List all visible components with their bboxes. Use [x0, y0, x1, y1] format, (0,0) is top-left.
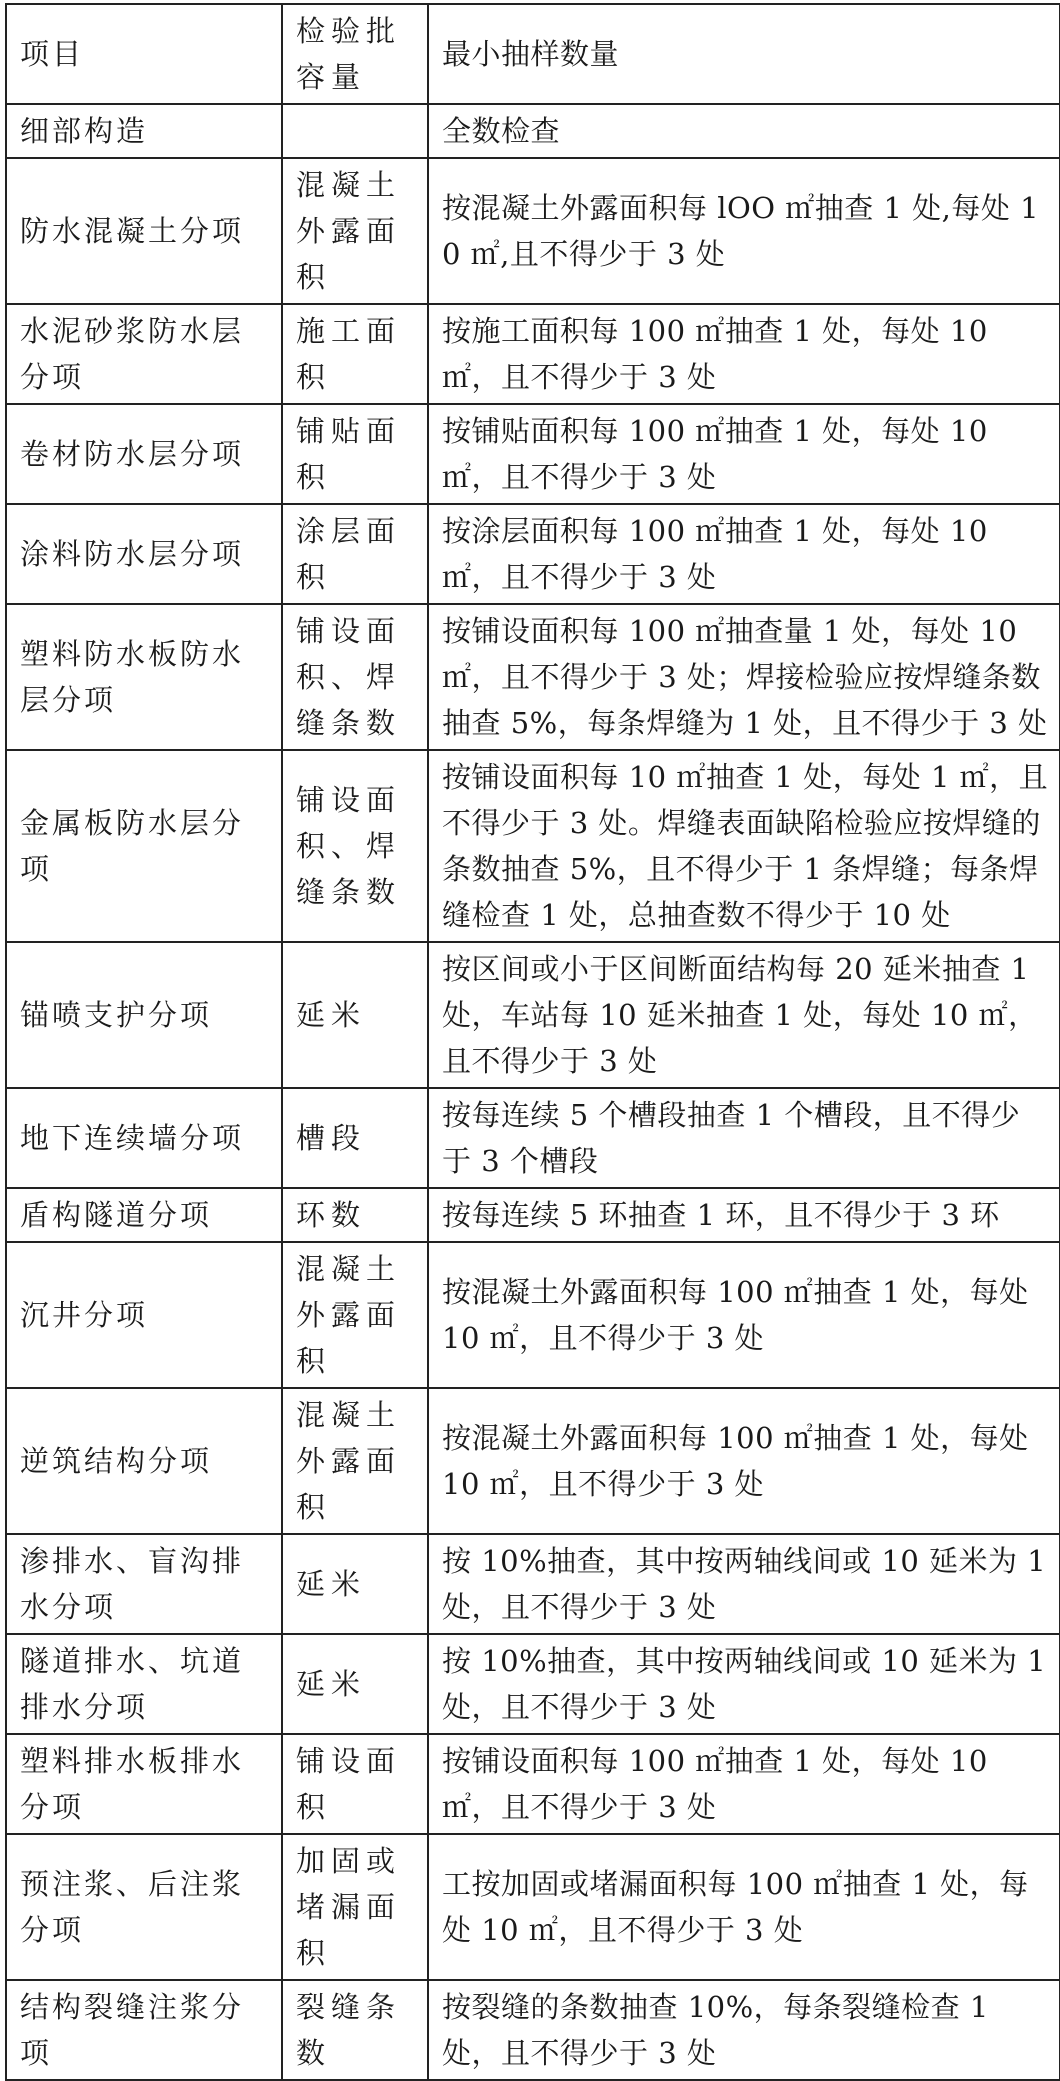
table-row [6, 304, 1060, 404]
item-cell: 涂料防水层分项 [6, 504, 282, 604]
batch-cell: 槽段 [282, 1088, 428, 1188]
batch-cell: 施工面积 [282, 304, 428, 404]
sample-cell: 按每连续 5 个槽段抽查 1 个槽段，且不得少于 3 个槽段 [428, 1088, 1060, 1188]
item-cell: 水泥砂浆防水层分项 [6, 304, 282, 404]
sampling-table [5, 3, 1060, 2081]
sample-cell: 全数检查 [428, 104, 1060, 158]
batch-cell: 铺设面积 [282, 1734, 428, 1834]
item-cell: 细部构造 [6, 104, 282, 158]
item-cell: 隧道排水、坑道排水分项 [6, 1634, 282, 1734]
batch-cell: 延米 [282, 1634, 428, 1734]
batch-cell: 铺设面积、焊缝条数 [282, 604, 428, 750]
sample-cell: 按 10%抽查，其中按两轴线间或 10 延米为 1 处，且不得少于 3 处 [428, 1634, 1060, 1734]
table-row [6, 404, 1060, 504]
item-cell: 地下连续墙分项 [6, 1088, 282, 1188]
header-batch-cell: 检验批容量 [282, 4, 428, 104]
batch-cell: 延米 [282, 942, 428, 1088]
item-cell: 锚喷支护分项 [6, 942, 282, 1088]
item-cell: 渗排水、盲沟排水分项 [6, 1534, 282, 1634]
sample-cell: 按混凝土外露面积每 lOO ㎡抽查 1 处,每处 10 ㎡,且不得少于 3 处 [428, 158, 1060, 304]
sample-cell: 按涂层面积每 100 ㎡抽查 1 处，每处 10 ㎡，且不得少于 3 处 [428, 504, 1060, 604]
batch-cell: 加固或堵漏面积 [282, 1834, 428, 1980]
table-row [6, 750, 1060, 942]
sample-cell: 按铺设面积每 100 ㎡抽查量 1 处，每处 10 ㎡，且不得少于 3 处；焊接检验应按焊缝条数抽查 5%，每条焊缝为 1 处，且不得少于 3 处 [428, 604, 1060, 750]
batch-cell: 混凝土外露面积 [282, 1242, 428, 1388]
header-sample-cell: 最小抽样数量 [428, 4, 1060, 104]
sample-cell: 按混凝土外露面积每 100 ㎡抽查 1 处，每处 10 ㎡，且不得少于 3 处 [428, 1242, 1060, 1388]
batch-cell: 延米 [282, 1534, 428, 1634]
item-cell: 预注浆、后注浆分项 [6, 1834, 282, 1980]
table-row [6, 158, 1060, 304]
sample-cell: 按每连续 5 环抽查 1 环，且不得少于 3 环 [428, 1188, 1060, 1242]
batch-cell: 铺设面积、焊缝条数 [282, 750, 428, 942]
sample-cell: 按 10%抽查，其中按两轴线间或 10 延米为 1 处，且不得少于 3 处 [428, 1534, 1060, 1634]
item-cell: 金属板防水层分项 [6, 750, 282, 942]
table-row [6, 1242, 1060, 1388]
table-row [6, 1980, 1060, 2080]
item-cell: 逆筑结构分项 [6, 1388, 282, 1534]
item-cell: 卷材防水层分项 [6, 404, 282, 504]
batch-cell: 涂层面积 [282, 504, 428, 604]
item-cell: 沉井分项 [6, 1242, 282, 1388]
table-row [6, 942, 1060, 1088]
table-row [6, 1834, 1060, 1980]
item-cell: 盾构隧道分项 [6, 1188, 282, 1242]
batch-cell: 混凝土外露面积 [282, 1388, 428, 1534]
sample-cell: 按区间或小于区间断面结构每 20 延米抽查 1 处，车站每 10 延米抽查 1 处，每处 10 ㎡，且不得少于 3 处 [428, 942, 1060, 1088]
sample-cell: 按混凝土外露面积每 100 ㎡抽查 1 处，每处 10 ㎡，且不得少于 3 处 [428, 1388, 1060, 1534]
sample-cell: 工按加固或堵漏面积每 100 ㎡抽查 1 处，每处 10 ㎡，且不得少于 3 处 [428, 1834, 1060, 1980]
sample-cell: 按施工面积每 100 ㎡抽查 1 处，每处 10 ㎡，且不得少于 3 处 [428, 304, 1060, 404]
table-row [6, 1734, 1060, 1834]
sample-cell: 按铺贴面积每 100 ㎡抽查 1 处，每处 10 ㎡，且不得少于 3 处 [428, 404, 1060, 504]
table-row [6, 1388, 1060, 1534]
item-cell: 塑料排水板排水分项 [6, 1734, 282, 1834]
item-cell: 防水混凝土分项 [6, 158, 282, 304]
header-item-cell: 项目 [6, 4, 282, 104]
sample-cell: 按铺设面积每 100 ㎡抽查 1 处，每处 10 ㎡，且不得少于 3 处 [428, 1734, 1060, 1834]
batch-cell: 混凝土外露面积 [282, 158, 428, 304]
batch-cell: 环数 [282, 1188, 428, 1242]
sample-cell: 按裂缝的条数抽查 10%，每条裂缝检查 1 处，且不得少于 3 处 [428, 1980, 1060, 2080]
table-row [6, 1534, 1060, 1634]
table-row [6, 504, 1060, 604]
batch-cell: 铺贴面积 [282, 404, 428, 504]
batch-cell [282, 104, 428, 158]
item-cell: 塑料防水板防水层分项 [6, 604, 282, 750]
table-row [6, 1088, 1060, 1188]
table-row [6, 604, 1060, 750]
table-row [6, 1634, 1060, 1734]
table-row [6, 1188, 1060, 1242]
batch-cell: 裂缝条数 [282, 1980, 428, 2080]
table-header-row [6, 4, 1060, 104]
table-row [6, 104, 1060, 158]
sample-cell: 按铺设面积每 10 ㎡抽查 1 处，每处 1 ㎡，且不得少于 3 处。焊缝表面缺陷检验应按焊缝的条数抽查 5%，且不得少于 1 条焊缝；每条焊缝检查 1 处，总抽查数不得少于 10 处 [428, 750, 1060, 942]
item-cell: 结构裂缝注浆分项 [6, 1980, 282, 2080]
